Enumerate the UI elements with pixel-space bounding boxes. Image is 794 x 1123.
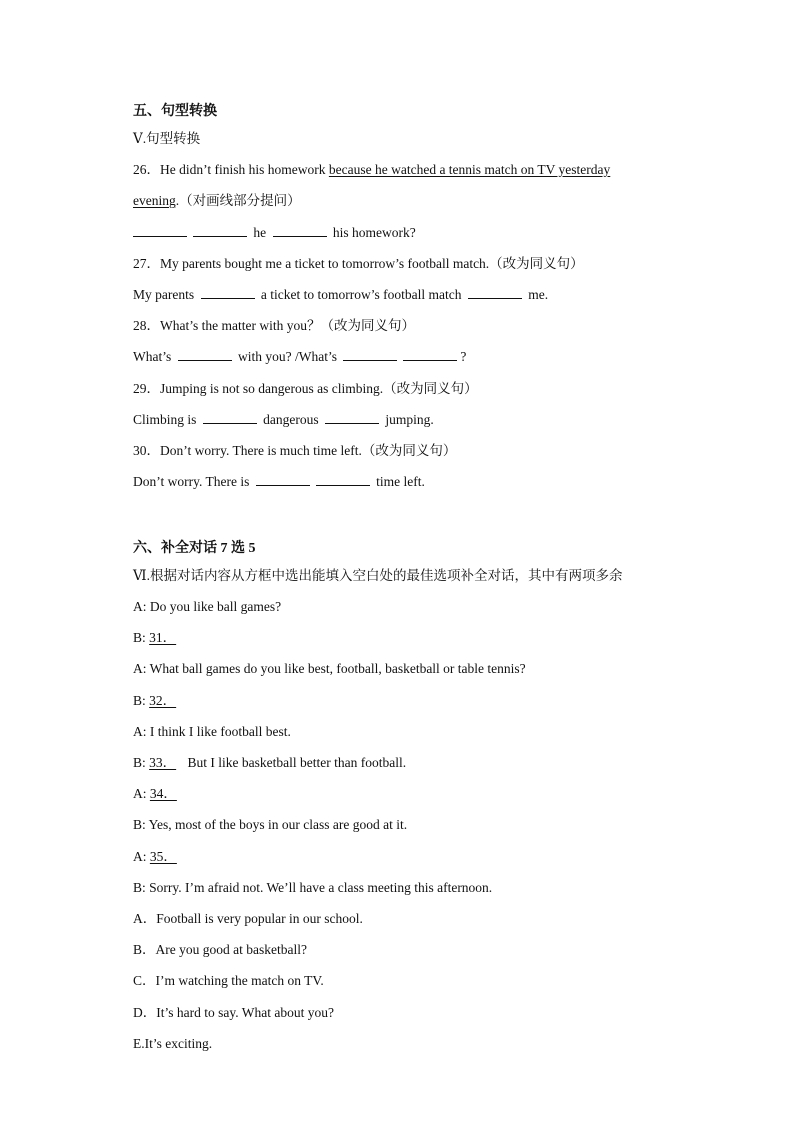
q26-underlined-part1: because he watched a tennis match on TV yesterday xyxy=(328,162,611,177)
q27-question: 27．My parents bought me a ticket to tomorrow’s football match.（改为同义句） xyxy=(133,256,584,271)
dialogue-line-6 xyxy=(133,754,754,772)
q26-answer-mid: he xyxy=(250,225,270,240)
q28-answer-pre: What’s xyxy=(133,349,175,364)
q28-answer-mid: with you? /What’s xyxy=(234,349,341,364)
q29-question: 29．Jumping is not so dangerous as climbing.（改为同义句） xyxy=(133,381,478,396)
q28-blank-1[interactable] xyxy=(178,348,232,361)
dialogue-line-9 xyxy=(133,848,754,866)
q30-answer-end: time left. xyxy=(372,474,425,489)
q28-blank-3[interactable] xyxy=(403,348,457,361)
q28-blank-2[interactable] xyxy=(343,348,397,361)
q26-blank-3[interactable] xyxy=(273,224,327,237)
q27-answer-pre: My parents xyxy=(133,287,198,302)
option-a: A．Football is very popular in our school. xyxy=(133,911,363,926)
blank-33[interactable]: 33． xyxy=(149,755,177,770)
dialogue-line-3: A: What ball games do you like best, football, basketball or table tennis? xyxy=(133,661,526,676)
q30-blank-1[interactable] xyxy=(256,473,310,486)
dialogue-speaker: A: xyxy=(133,849,150,864)
section5-title: 五、句型转换 xyxy=(133,104,217,119)
dialogue-line-7 xyxy=(133,785,754,803)
q27-answer-mid: a ticket to tomorrow’s football match xyxy=(257,287,465,302)
q26-note: .（对画线部分提问） xyxy=(175,193,301,208)
q30-answer-pre: Don’t worry. There is xyxy=(133,474,253,489)
q28-answer xyxy=(133,348,754,366)
dialogue-line-8: B: Yes, most of the boys in our class are good at it. xyxy=(133,817,408,832)
dialogue-line-10: B: Sorry. I’m afraid not. We’ll have a class meeting this afternoon. xyxy=(133,880,493,895)
section6-title: 六、补全对话 7 选 5 xyxy=(133,541,256,556)
dialogue-line-6-text: But I like basketball better than football. xyxy=(184,755,407,770)
dialogue-speaker: B: xyxy=(133,755,150,770)
dialogue-line-1: A: Do you like ball games? xyxy=(133,599,282,614)
q30-answer xyxy=(133,473,754,491)
q26-answer xyxy=(133,224,754,242)
option-d: D．It’s hard to say. What about you? xyxy=(133,1005,334,1020)
dialogue-line-5: A: I think I like football best. xyxy=(133,724,291,739)
blank-34[interactable]: 34． xyxy=(149,786,177,801)
q26-text: He didn’t finish his homework xyxy=(160,162,329,177)
q26-line1 xyxy=(133,161,754,179)
q26-blank-2[interactable] xyxy=(193,224,247,237)
section6-instruction: Ⅵ.根据对话内容从方框中选出能填入空白处的最佳选项补全对话，其中有两项多余 xyxy=(133,568,623,583)
q30-question: 30．Don’t worry. There is much time left.（改为同义句） xyxy=(133,443,457,458)
dialogue-speaker: A: xyxy=(133,786,150,801)
option-e: E.It’s exciting. xyxy=(133,1036,213,1051)
q29-answer-mid: dangerous xyxy=(259,412,322,427)
q26-underlined-part2: evening xyxy=(133,193,176,208)
option-c: C．I’m watching the match on TV. xyxy=(133,973,324,988)
q26-line2 xyxy=(133,192,754,210)
q27-answer xyxy=(133,286,754,304)
q28-question: 28．What’s the matter with you？（改为同义句） xyxy=(133,318,415,333)
dialogue-speaker: B: xyxy=(133,630,150,645)
blank-35[interactable]: 35． xyxy=(149,849,177,864)
dialogue-speaker: B: xyxy=(133,693,150,708)
dialogue-line-2 xyxy=(133,629,754,647)
q30-blank-2[interactable] xyxy=(316,473,370,486)
dialogue-line-4 xyxy=(133,692,754,710)
blank-32[interactable]: 32． xyxy=(149,693,177,708)
q27-blank-2[interactable] xyxy=(468,286,522,299)
q29-blank-2[interactable] xyxy=(325,411,379,424)
q27-blank-1[interactable] xyxy=(201,286,255,299)
blank-31[interactable]: 31． xyxy=(149,630,177,645)
option-b: B．Are you good at basketball? xyxy=(133,942,307,957)
q26-answer-end: his homework? xyxy=(329,225,416,240)
q29-answer xyxy=(133,411,754,429)
q26-blank-1[interactable] xyxy=(133,224,187,237)
q28-answer-end: ? xyxy=(460,349,467,364)
q29-answer-end: jumping. xyxy=(382,412,434,427)
q29-blank-1[interactable] xyxy=(203,411,257,424)
q29-answer-pre: Climbing is xyxy=(133,412,200,427)
q26-number: 26． xyxy=(133,162,160,177)
q27-answer-end: me. xyxy=(524,287,549,302)
section5-subtitle: Ⅴ.句型转换 xyxy=(133,131,201,146)
